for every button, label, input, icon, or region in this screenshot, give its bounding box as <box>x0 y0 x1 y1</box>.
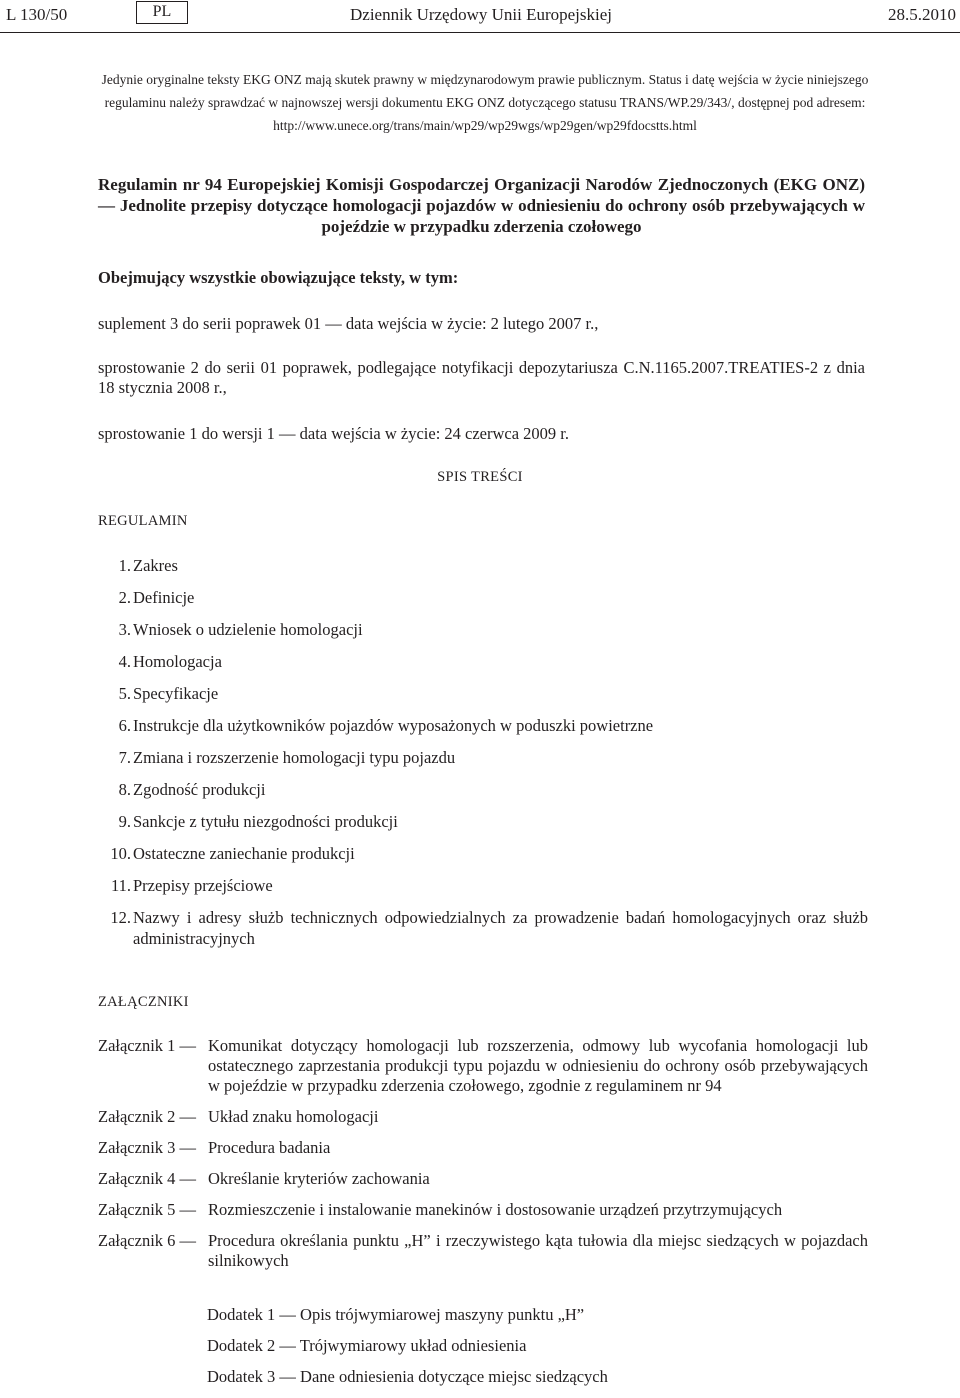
addendum-item[interactable]: Dodatek 3 — Dane odniesienia dotyczące miejsc siedzących <box>207 1367 608 1386</box>
annex-label: Załącznik 2 — <box>98 1107 197 1126</box>
toc-item-text: Zakres <box>133 556 178 575</box>
toc-item-number: 4. <box>118 652 131 671</box>
including-heading: Obejmujący wszystkie obowiązujące teksty, w tym: <box>98 268 459 287</box>
publication-date: 28.5.2010 <box>888 5 956 24</box>
toc-item-number: 6. <box>118 716 131 735</box>
toc-item[interactable] <box>98 875 868 896</box>
addendum-list <box>207 1305 867 1398</box>
toc-item[interactable] <box>98 715 868 736</box>
annex-text: Komunikat dotyczący homologacji lub rozszerzenia, odmowy lub wycofania homologacji lub ostatecznego zaprzestania produkcji typu pojazdu w odniesieniu do ochrony osób przebywających w pojeździe w przypadku zderzenia czołowego, zgodnie z regulaminem nr 94 <box>208 1036 868 1095</box>
annex-text: Określanie kryteriów zachowania <box>208 1169 430 1188</box>
toc-item-text: Sankcje z tytułu niezgodności produkcji <box>133 812 398 831</box>
toc-item-text: Nazwy i adresy służb technicznych odpowiedzialnych za prowadzenie badań homologacyjnych oraz służb administracyjnych <box>133 908 868 948</box>
page-reference: L 130/50 <box>6 5 68 24</box>
addendum-item[interactable]: Dodatek 1 — Opis trójwymiarowej maszyny punktu „H” <box>207 1305 585 1324</box>
toc-item-number: 11. <box>110 876 131 895</box>
toc-item[interactable] <box>98 555 868 576</box>
annex-label: Załącznik 3 — <box>98 1138 197 1157</box>
toc-heading <box>0 469 960 486</box>
annex-item[interactable] <box>98 1036 868 1096</box>
annex-label: Załącznik 4 — <box>98 1169 197 1188</box>
journal-title: Dziennik Urzędowy Unii Europejskiej <box>350 5 613 24</box>
toc-item-text: Przepisy przejściowe <box>133 876 273 895</box>
toc-item-number: 7. <box>118 748 131 767</box>
annex-text: Rozmieszczenie i instalowanie manekinów i dostosowanie urządzeń przytrzymujących <box>208 1200 783 1219</box>
annex-label: Załącznik 6 — <box>98 1231 197 1250</box>
toc-item-number: 8. <box>118 780 131 799</box>
regulation-title: Regulamin nr 94 Europejskiej Komisji Gospodarczej Organizacji Narodów Zjednoczonych (EKG ONZ) — Jednolite przepisy dotyczące homologacji pojazdów w odniesieniu do ochrony osób przebywających w pojeździe w przypadku zderzenia czołowego <box>98 175 865 236</box>
toc-item-text: Definicje <box>133 588 195 607</box>
toc-item-text: Specyfikacje <box>133 684 219 703</box>
annex-text: Układ znaku homologacji <box>208 1107 379 1126</box>
toc-item-number: 12. <box>110 908 131 927</box>
annex-text: Procedura badania <box>208 1138 331 1157</box>
toc-item-text: Homologacja <box>133 652 222 671</box>
annexes-heading: ZAŁĄCZNIKI <box>98 994 189 1010</box>
annex-text: Procedura określania punktu „H” i rzeczywistego kąta tułowia dla miejsc siedzących w pojazdach silnikowych <box>208 1231 868 1270</box>
notice-url[interactable]: http://www.unece.org/trans/main/wp29/wp29wgs/wp29gen/wp29fdocstts.html <box>273 118 697 133</box>
amendment-3: sprostowanie 1 do wersji 1 — data wejścia w życie: 24 czerwca 2009 r. <box>98 424 570 443</box>
annex-item[interactable] <box>98 1169 868 1189</box>
annex-list <box>98 1036 868 1282</box>
annex-item[interactable] <box>98 1200 868 1220</box>
toc-item-text: Zmiana i rozszerzenie homologacji typu pojazdu <box>133 748 456 767</box>
notice-text: Jedynie oryginalne teksty EKG ONZ mają skutek prawny w międzynarodowym prawie publicznym. Status i datę wejścia w życie niniejszego regulaminu należy sprawdzać w najnowszej wersji dokumentu EKG ONZ dotyczącego statusu TRANS/WP.29/343/, dostępnej pod adresem: <box>101 72 869 110</box>
amendment-2: sprostowanie 2 do serii 01 poprawek, podlegające notyfikacji depozytariusza C.N.1165.2007.TREATIES-2 z dnia 18 stycznia 2008 r., <box>98 358 865 397</box>
page-header <box>0 0 960 34</box>
amendment-1: suplement 3 do serii poprawek 01 — data wejścia w życie: 2 lutego 2007 r., <box>98 314 599 333</box>
toc-list <box>98 555 868 960</box>
annex-label: Załącznik 1 — <box>98 1036 197 1055</box>
toc-item-number: 1. <box>118 556 131 575</box>
regulation-heading: REGULAMIN <box>98 513 188 529</box>
toc-item[interactable] <box>98 747 868 768</box>
toc-item[interactable] <box>98 651 868 672</box>
annex-item[interactable] <box>98 1107 868 1127</box>
language-badge: PL <box>136 1 188 24</box>
header-rule <box>0 32 960 33</box>
toc-item[interactable] <box>98 907 868 949</box>
annex-item[interactable] <box>98 1138 868 1158</box>
toc-item-number: 3. <box>118 620 131 639</box>
toc-item[interactable] <box>98 811 868 832</box>
toc-item[interactable] <box>98 587 868 608</box>
toc-item-text: Instrukcje dla użytkowników pojazdów wyposażonych w poduszki powietrzne <box>133 716 654 735</box>
toc-item[interactable] <box>98 779 868 800</box>
toc-item-number: 2. <box>118 588 131 607</box>
toc-item[interactable] <box>98 619 868 640</box>
toc-item-number: 10. <box>110 844 131 863</box>
toc-heading-text: SPIS TREŚCI <box>437 469 523 485</box>
addendum-item[interactable]: Dodatek 2 — Trójwymiarowy układ odniesienia <box>207 1336 527 1355</box>
annex-item[interactable] <box>98 1231 868 1271</box>
toc-item-number: 9. <box>118 812 131 831</box>
toc-item[interactable] <box>98 683 868 704</box>
toc-item[interactable] <box>98 843 868 864</box>
annex-label: Załącznik 5 — <box>98 1200 197 1219</box>
toc-item-text: Ostateczne zaniechanie produkcji <box>133 844 355 863</box>
toc-item-text: Zgodność produkcji <box>133 780 266 799</box>
toc-item-number: 5. <box>118 684 131 703</box>
legal-notice <box>92 68 878 137</box>
toc-item-text: Wniosek o udzielenie homologacji <box>133 620 363 639</box>
